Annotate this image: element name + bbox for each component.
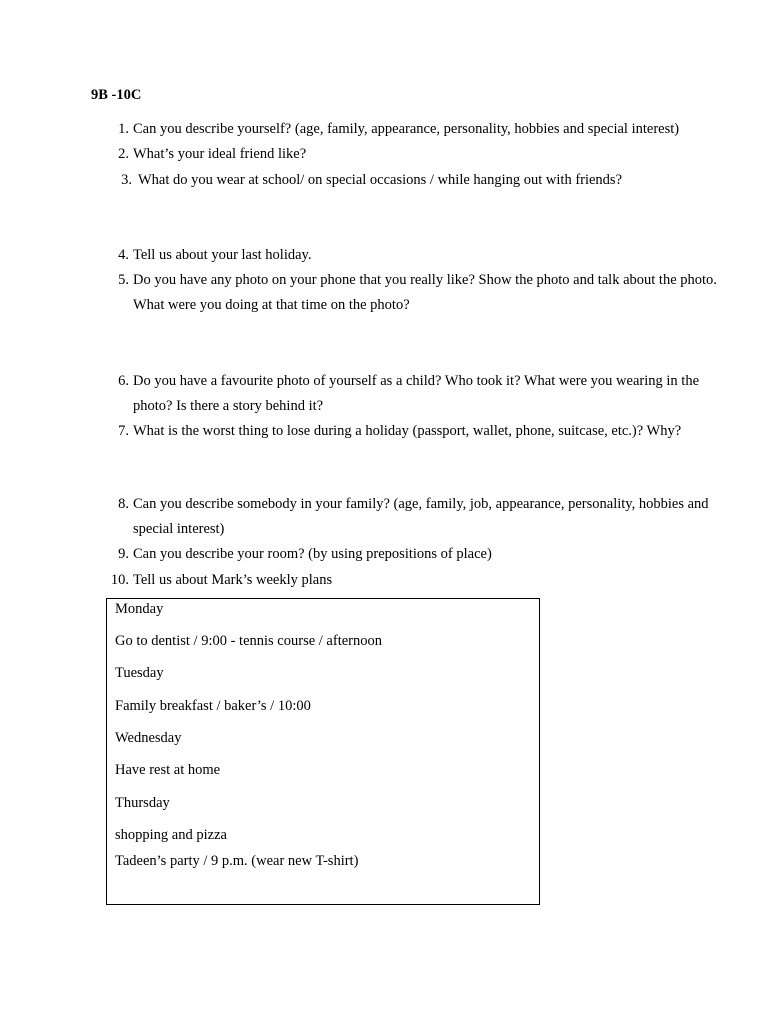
question-text: Tell us about your last holiday.: [133, 247, 312, 263]
question-number: 9.: [118, 546, 129, 562]
question-number: 10.: [110, 572, 129, 588]
question-number: 3.: [121, 172, 132, 188]
plans-activity: Go to dentist / 9:00 - tennis course / afternoon: [115, 633, 382, 649]
question-number: 4.: [118, 247, 129, 263]
plans-activity: Family breakfast / baker’s / 10:00: [115, 698, 311, 714]
plans-day: Tuesday: [115, 665, 164, 681]
weekly-plans-box: [106, 598, 540, 905]
plans-day: Thursday: [115, 795, 170, 811]
question-number: 7.: [118, 423, 129, 439]
question-number: 6.: [118, 373, 129, 389]
question-text: What’s your ideal friend like?: [133, 146, 307, 162]
question-text: Tell us about Mark’s weekly plans: [133, 572, 333, 588]
question-text: What is the worst thing to lose during a holiday (passport, wallet, phone, suitcase, etc.)? Why?: [133, 423, 682, 439]
plans-day: Monday: [115, 601, 164, 617]
plans-day: Wednesday: [115, 730, 182, 746]
question-number: 2.: [118, 146, 129, 162]
page-heading: 9B -10C: [91, 87, 142, 103]
plans-activity: Have rest at home: [115, 762, 221, 778]
question-number: 1.: [118, 121, 129, 137]
plans-activity: shopping and pizza: [115, 827, 227, 843]
question-number: 8.: [118, 496, 129, 512]
question-text: Can you describe yourself? (age, family, appearance, personality, hobbies and special interest): [133, 121, 680, 137]
question-text: Do you have any photo on your phone that you really like? Show the photo and talk about the photo. What were you doing at that time on the photo?: [133, 272, 717, 313]
question-text: Can you describe somebody in your family? (age, family, job, appearance, personality, hobbies and special interest): [133, 496, 709, 537]
question-number: 5.: [118, 272, 129, 288]
question-text: Can you describe your room? (by using prepositions of place): [133, 546, 492, 562]
question-text: What do you wear at school/ on special occasions / while hanging out with friends?: [138, 172, 623, 188]
question-text: Do you have a favourite photo of yourself as a child? Who took it? What were you wearing in the photo? Is there a story behind it?: [133, 373, 700, 414]
plans-activity: Tadeen’s party / 9 p.m. (wear new T-shirt): [115, 853, 359, 869]
